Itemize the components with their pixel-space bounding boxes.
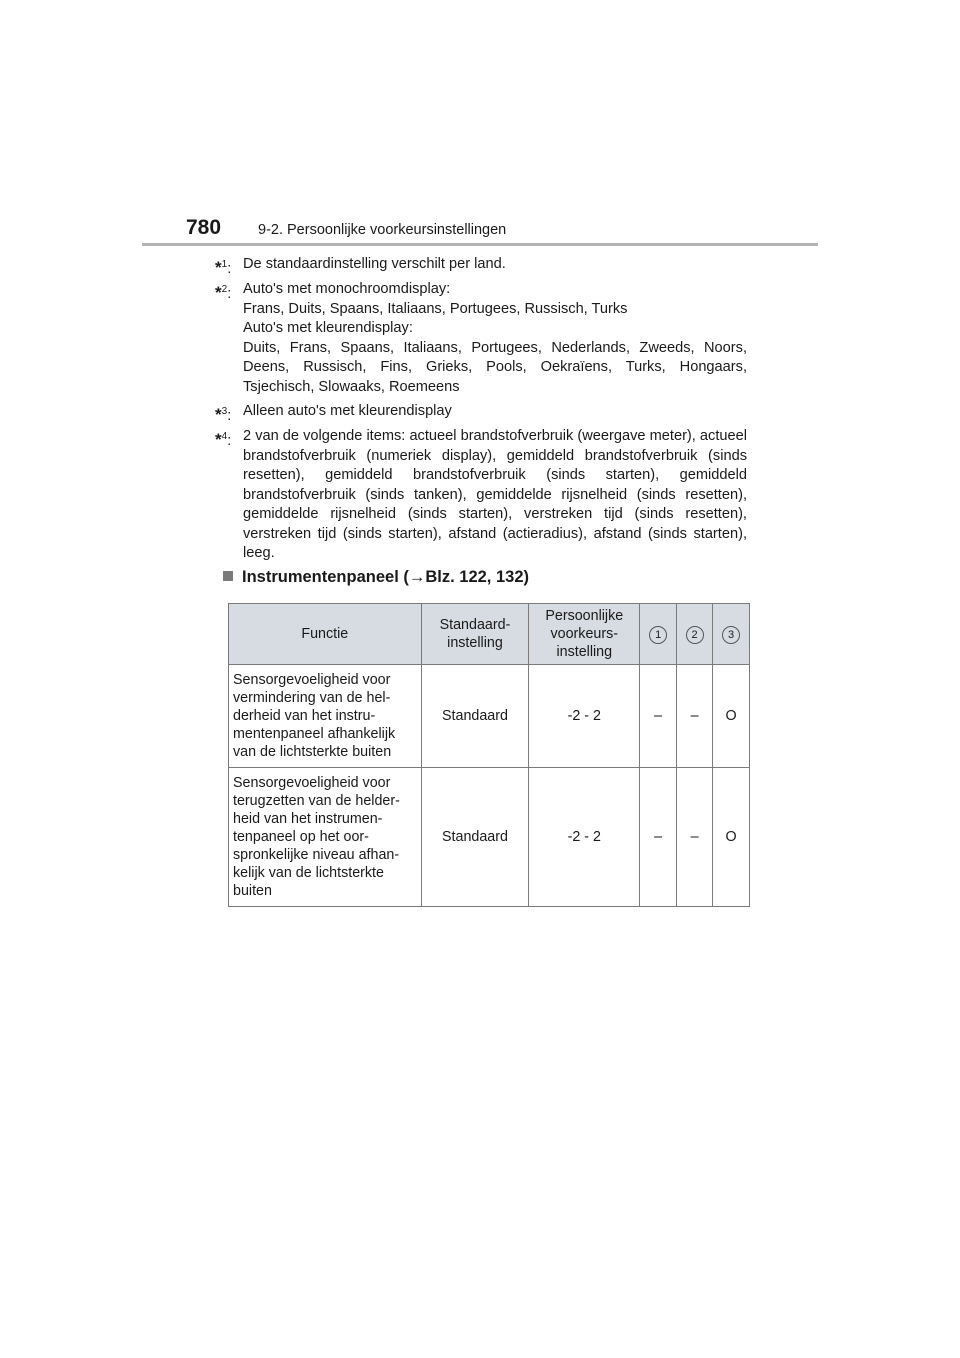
cell-col-1: –: [640, 768, 677, 907]
cell-col-3: O: [713, 768, 750, 907]
footnote-1: [215, 255, 747, 275]
footnote-3: [215, 402, 747, 422]
header-col-3: [713, 604, 750, 665]
cell-default: Standaard: [421, 665, 529, 768]
circled-number-2-icon: 2: [686, 626, 704, 644]
section-heading-text: Instrumentenpaneel (→Blz. 122, 132): [242, 568, 530, 586]
footnote-marker: *$^1$:: [215, 258, 232, 277]
cell-col-2: –: [677, 665, 713, 768]
header-function: Functie: [229, 604, 422, 665]
footnote-text: Auto's met kleurendisplay:: [243, 320, 413, 336]
table-row: [229, 665, 750, 768]
footnote-text: Auto's met monochroomdisplay:: [243, 281, 451, 297]
cell-col-2: –: [677, 768, 713, 907]
footnote-text: Duits, Frans, Spaans, Italiaans, Portugees, Nederlands, Zweeds, Noors, Deens, Russisch, Fins, Grieks, Pools, Oekraïens, Turks, Hongaars, Tsjechisch, Slowaaks, Roemeens: [243, 339, 747, 395]
settings-table: [228, 603, 750, 907]
cell-custom: -2 - 2: [529, 768, 640, 907]
table-header-row: [229, 604, 750, 665]
header-col-1: [640, 604, 677, 665]
circled-number-1-icon: 1: [649, 626, 667, 644]
header-col-2: [677, 604, 713, 665]
header-rule: [142, 243, 818, 246]
footnote-marker: *$^4$:: [215, 430, 232, 449]
header-default-setting: Standaard- instelling: [421, 604, 529, 665]
table-row: [229, 768, 750, 907]
cell-col-3: O: [713, 665, 750, 768]
footnote-marker: *$^3$:: [215, 405, 232, 424]
cell-col-1: –: [640, 665, 677, 768]
circled-number-3-icon: 3: [722, 626, 740, 644]
cell-custom: -2 - 2: [529, 665, 640, 768]
footnote-text: De standaardinstelling verschilt per land.: [243, 256, 506, 272]
header-custom-setting: Persoonlijke voorkeurs- instelling: [529, 604, 640, 665]
footnote-text: 2 van de volgende items: actueel brandstofverbruik (weergave meter), actueel brandstofverbruik (numeriek display), gemiddeld brandstofverbruik (sinds resetten), gemiddeld brandstofverbruik (sinds starten), gemiddeld brandstofverbruik (sinds tanken), gemiddelde rijsnelheid (sinds resetten), gemiddelde rijsnelheid (sinds starten), verstreken tijd (sinds resetten), verstreken tijd (sinds starten), afstand (actieradius), afstand (sinds starten), leeg.: [243, 428, 747, 561]
footnote-4: [215, 427, 747, 564]
cell-function: Sensorgevoeligheid voor vermindering van de helderheid van het instrumentenpaneel afhankelijk van de lichtsterkte buiten: [229, 665, 422, 768]
section-heading: [223, 568, 529, 587]
footnote-text: Alleen auto's met kleurendisplay: [243, 403, 452, 419]
cell-default: Standaard: [421, 768, 529, 907]
section-header-title: 9-2. Persoonlijke voorkeursinstellingen: [258, 222, 507, 238]
page-number: 780: [186, 216, 222, 239]
cell-function: Sensorgevoeligheid voor terugzetten van de helderheid van het instrumentenpaneel op het oorspronkelijke niveau afhankelijk van de lichtsterkte buiten: [229, 768, 422, 907]
footnote-marker: *$^2$:: [215, 283, 232, 302]
footnote-text: Frans, Duits, Spaans, Italiaans, Portugees, Russisch, Turks: [243, 300, 628, 317]
footnote-2: [215, 280, 747, 397]
square-bullet-icon: [223, 571, 233, 581]
